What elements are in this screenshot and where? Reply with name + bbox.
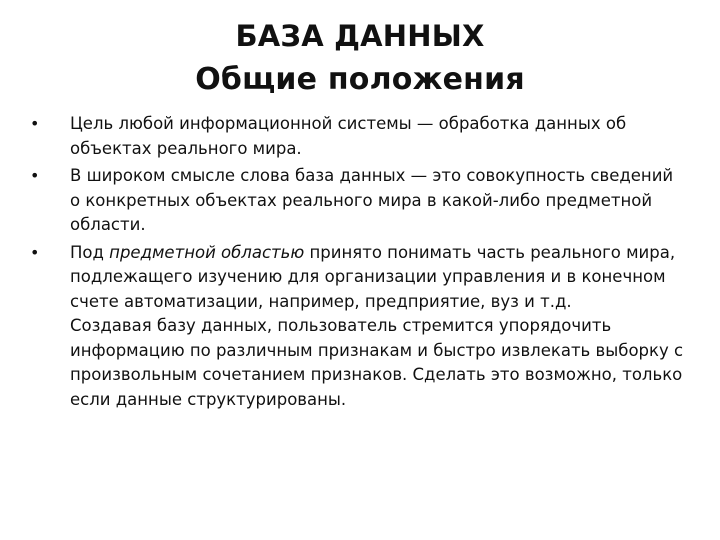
title-main: БАЗА ДАННЫХ bbox=[235, 19, 485, 53]
bullet-list bbox=[28, 112, 688, 412]
bullet-item bbox=[28, 164, 688, 238]
slide-title bbox=[0, 14, 720, 102]
bullet-icon: • bbox=[30, 166, 40, 185]
bullet-icon: • bbox=[30, 242, 40, 262]
title-subtitle: Общие положения bbox=[195, 62, 525, 97]
bullet-text: Цель любой информационной системы — обработка данных об объектах реального мира. bbox=[70, 114, 627, 158]
bullet-text-suffix: принято понимать часть реального мира, подлежащего изучению для организации управления и в конечном счете автоматизации, например, предприятие, вуз и т.д. bbox=[70, 242, 676, 311]
slide-content bbox=[28, 112, 688, 415]
bullet-continuation: Создавая базу данных, пользователь стремится упорядочить информацию по различным признакам и быстро извлекать выборку с произвольным сочетанием признаков. Сделать это возможно, только если данные структурированы. bbox=[70, 316, 684, 409]
bullet-icon: • bbox=[30, 114, 40, 133]
bullet-text: В широком смысле слова база данных — это совокупность сведений о конкретных объектах реального мира в какой-либо предметной области. bbox=[70, 166, 674, 234]
bullet-text-emphasis: предметной областью bbox=[109, 242, 305, 262]
bullet-item bbox=[28, 241, 688, 413]
bullet-item bbox=[28, 112, 688, 161]
bullet-text bbox=[70, 243, 675, 311]
bullet-text-prefix: Под bbox=[70, 242, 110, 262]
